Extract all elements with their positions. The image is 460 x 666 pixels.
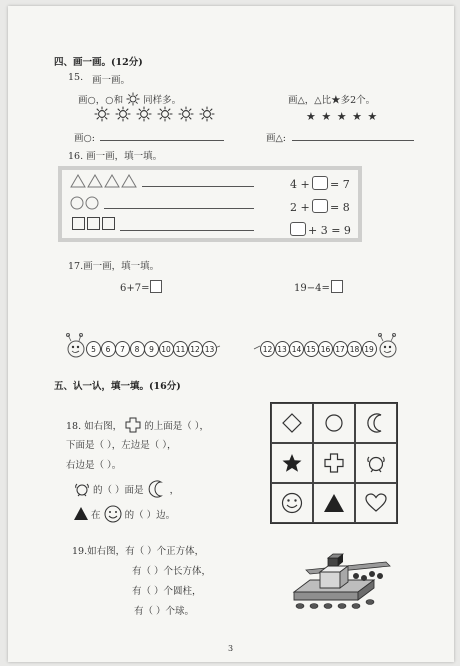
- grid-cell-diamond: [271, 403, 313, 443]
- square-shape: [72, 217, 85, 230]
- heart-icon: [365, 493, 387, 513]
- q15-number: 15.: [68, 72, 84, 83]
- caterpillar-bead: 7: [115, 341, 130, 357]
- circle-row: [70, 196, 102, 210]
- q19-line2: 有（ ）个长方体，: [132, 566, 212, 577]
- caterpillar-bead: 5: [86, 341, 101, 357]
- q17-eq-a-text: 6+7=: [120, 283, 150, 294]
- q16-eq2-right: = 8: [330, 201, 350, 214]
- q18-line2: 下面是（ ），左边是（ ），: [66, 440, 177, 451]
- alarm-clock-icon: [366, 453, 386, 473]
- smiley-icon: [104, 505, 122, 523]
- q17-eq-b: [294, 280, 344, 294]
- square-shape: [102, 217, 115, 230]
- q17-eq-b-text: 19−4=: [294, 283, 330, 294]
- circle-icon: [324, 413, 344, 433]
- q16-eq1-right: = 7: [330, 178, 350, 191]
- q17-eq-a: [120, 280, 163, 294]
- sun-icon: [94, 106, 110, 122]
- block-cart-illustration: [286, 544, 404, 618]
- square-shape: [87, 217, 100, 230]
- caterpillar-bead: 12: [260, 341, 275, 357]
- q18-line4-part1: 的（ ）面是: [93, 485, 144, 496]
- q19-line1: 19.如右图，有（ ）个正方体，: [72, 546, 205, 557]
- q18-line3: 右边是（ ）。: [66, 460, 122, 471]
- q16-eq2-left: 2 +: [290, 201, 310, 214]
- q18-line5-part2: 的（ ）边。: [124, 510, 176, 521]
- caterpillar-b: [252, 332, 402, 364]
- q17-label: 17.画一画，填一填。: [68, 261, 160, 272]
- q17-eq-b-box[interactable]: [331, 280, 343, 293]
- caterpillar-bead: 9: [144, 341, 159, 357]
- caterpillar-bead: 11: [173, 341, 188, 357]
- grid-cell-moon: [355, 403, 397, 443]
- q18-line1: [66, 417, 209, 433]
- q15-instruction: 画一画。: [92, 75, 131, 86]
- black-triangle-icon: [323, 493, 345, 513]
- q15-left-answer-label: 画○:: [74, 133, 95, 144]
- sun-icon: [126, 92, 140, 106]
- sun-icon: [157, 106, 173, 122]
- grid-cell-smiley: [271, 483, 313, 523]
- cross-icon: [324, 453, 344, 473]
- q18-line1-part2: 的上面是（ ），: [144, 421, 209, 432]
- triangle-answer-line[interactable]: [142, 186, 254, 187]
- caterpillar-bead: 12: [188, 341, 203, 357]
- grid-cell-heart: [355, 483, 397, 523]
- sun-icon: [178, 106, 194, 122]
- square-answer-line[interactable]: [120, 230, 254, 231]
- caterpillar-bead: 19: [362, 341, 377, 357]
- alarm-clock-icon: [74, 481, 90, 497]
- q15-right-answer-line[interactable]: [292, 140, 414, 141]
- caterpillar-a: [62, 332, 222, 364]
- q18-line5: [74, 505, 175, 523]
- sun-row: [94, 106, 215, 126]
- q18-line4: [74, 480, 179, 498]
- caterpillar-bead: 15: [304, 341, 319, 357]
- worksheet-page: [8, 6, 454, 662]
- black-triangle-icon: [74, 507, 88, 520]
- q15-left-prompt-part2: 同样多。: [143, 95, 182, 106]
- star-icon: [282, 453, 302, 473]
- circle-answer-line[interactable]: [104, 208, 254, 209]
- caterpillar-bead: 13: [202, 341, 217, 357]
- section-4-title: 四、画一画。(12分): [54, 57, 143, 68]
- sun-icon: [199, 106, 215, 122]
- q18-line1-part1: 18. 如右图，: [66, 421, 123, 432]
- smiley-icon: [281, 492, 303, 514]
- star-row: ★ ★ ★ ★ ★: [306, 110, 379, 123]
- grid-cell-clock: [355, 443, 397, 483]
- section-5-title: 五、认一认，填一填。(16分): [54, 381, 181, 392]
- caterpillar-bead: 13: [275, 341, 290, 357]
- cross-icon: [125, 417, 141, 433]
- page-number: 3: [228, 644, 234, 653]
- caterpillar-bead: 6: [101, 341, 116, 357]
- q16-eq3-right: + 3 = 9: [308, 224, 351, 237]
- sun-icon: [136, 106, 152, 122]
- q19-line4: 有（ ）个球。: [134, 606, 195, 617]
- q15-left-prompt-part1: 画○，○和: [78, 95, 124, 106]
- q15-right-prompt: 画△，△比★多2个。: [288, 95, 376, 106]
- caterpillar-bead: 16: [318, 341, 333, 357]
- caterpillar-bead: 17: [333, 341, 348, 357]
- sun-icon: [115, 106, 131, 122]
- q19-line3: 有（ ）个圆柱，: [132, 586, 202, 597]
- q16-label: 16. 画一画，填一填。: [68, 151, 163, 162]
- caterpillar-bead: 10: [159, 341, 174, 357]
- caterpillar-bead: 14: [289, 341, 304, 357]
- grid-cell-cross: [313, 443, 355, 483]
- grid-cell-star: [271, 443, 313, 483]
- q16-eq1-left: 4 +: [290, 178, 310, 191]
- q16-eq1-box[interactable]: [312, 176, 328, 190]
- q15-right-answer-label: 画△:: [266, 133, 287, 144]
- caterpillar-bead: 8: [130, 341, 145, 357]
- grid-cell-triangle: [313, 483, 355, 523]
- grid-cell-circle: [313, 403, 355, 443]
- q15-left-answer-line[interactable]: [100, 140, 224, 141]
- diamond-icon: [282, 413, 302, 433]
- q18-line4-part2: ，: [169, 485, 180, 496]
- q16-eq2-box[interactable]: [312, 199, 328, 213]
- crescent-moon-icon: [365, 413, 387, 433]
- shape-grid: [270, 402, 398, 524]
- crescent-moon-icon: [147, 480, 167, 498]
- q15-left-prompt: [78, 92, 181, 106]
- triangle-row: [70, 174, 140, 188]
- q16-eq3-box[interactable]: [290, 222, 306, 236]
- q17-eq-a-box[interactable]: [150, 280, 162, 293]
- caterpillar-bead: 18: [347, 341, 362, 357]
- q18-line5-part1: 在: [91, 510, 101, 521]
